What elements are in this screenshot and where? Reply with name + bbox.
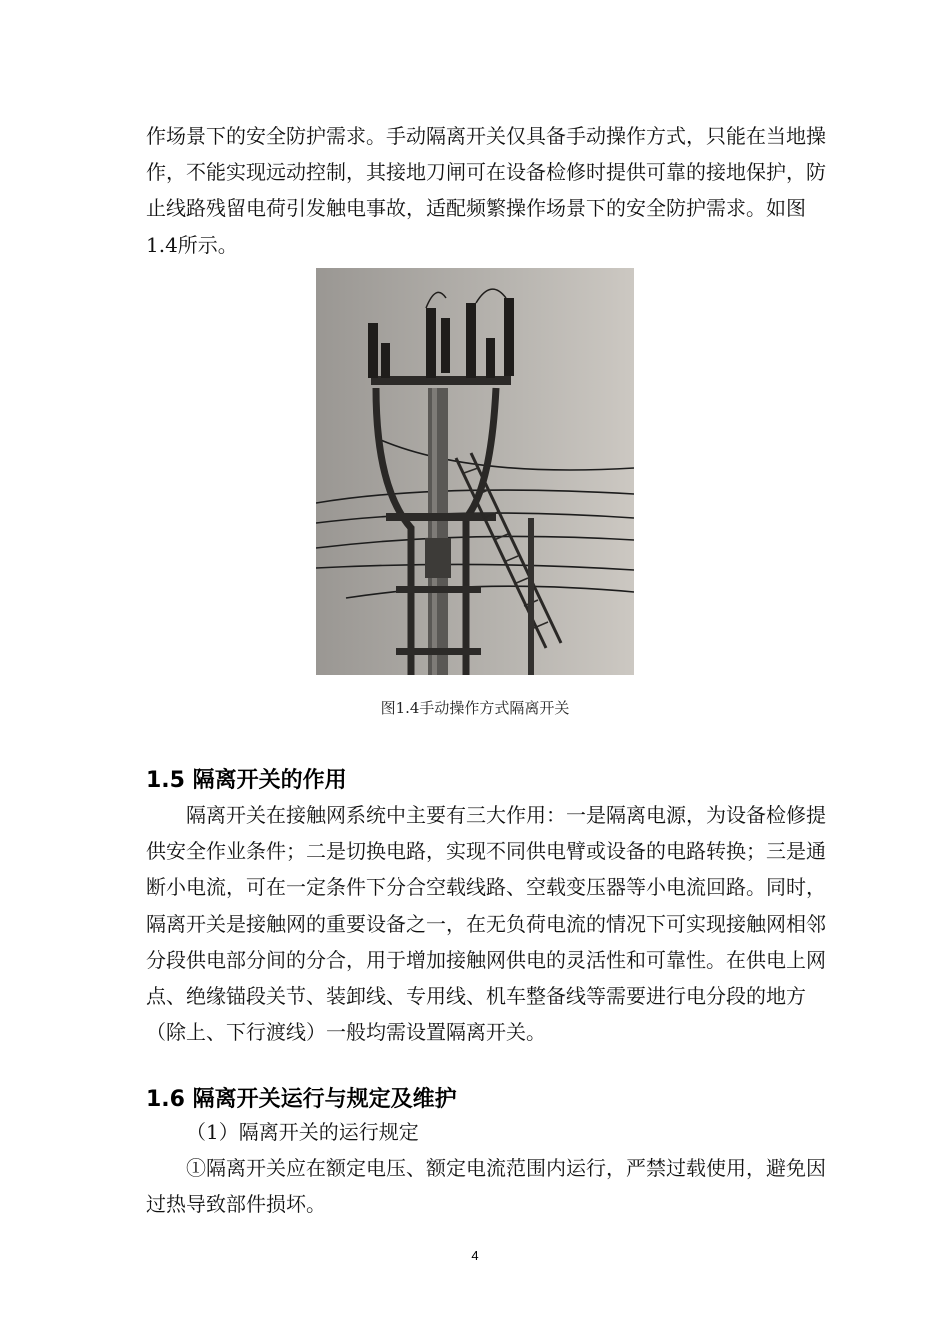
text-line: 1.4所示。 <box>146 232 238 257</box>
section-1-6-paragraph <box>146 1114 826 1223</box>
text-line: 点、绝缘锚段关节、装卸线、专用线、机车整备线等需要进行电分段的地方 <box>146 984 806 1009</box>
subheading-text: （1）隔离开关的运行规定 <box>186 1120 419 1144</box>
text-line: 隔离开关是接触网的重要设备之一，在无负荷电流的情况下可实现接触网相邻 <box>146 911 826 936</box>
photo-illustration <box>316 268 634 675</box>
section-heading-1-6: 1.6 隔离开关运行与规定及维护 <box>146 1087 457 1112</box>
section-1-5-paragraph <box>146 797 826 1050</box>
intro-paragraph <box>146 118 826 263</box>
text-line: 作场景下的安全防护需求。手动隔离开关仅具备手动操作方式，只能在当地操 <box>146 124 826 148</box>
page-number: 4 <box>471 1248 479 1263</box>
text-line: 过热导致部件损坏。 <box>146 1192 326 1217</box>
isolation-switch-photo <box>316 268 634 675</box>
section-heading-1-5: 1.5 隔离开关的作用 <box>146 768 347 793</box>
figure-caption: 图1.4手动操作方式隔离开关 <box>380 699 570 717</box>
text-line: 作，不能实现远动控制，其接地刀闸可在设备检修时提供可靠的接地保护，防 <box>146 160 826 185</box>
text-line: 供安全作业条件；二是切换电路，实现不同供电臂或设备的电路转换；三是通 <box>146 839 826 864</box>
text-line: 隔离开关在接触网系统中主要有三大作用：一是隔离电源，为设备检修提 <box>186 803 826 827</box>
text-line: 断小电流，可在一定条件下分合空载线路、空载变压器等小电流回路。同时， <box>146 875 826 900</box>
text-line: （除上、下行渡线）一般均需设置隔离开关。 <box>146 1020 546 1045</box>
text-line: ①隔离开关应在额定电压、额定电流范围内运行，严禁过载使用，避免因 <box>186 1156 826 1181</box>
text-line: 止线路残留电荷引发触电事故，适配频繁操作场景下的安全防护需求。如图 <box>146 196 806 221</box>
text-line: 分段供电部分间的分合，用于增加接触网供电的灵活性和可靠性。在供电上网 <box>146 947 826 972</box>
